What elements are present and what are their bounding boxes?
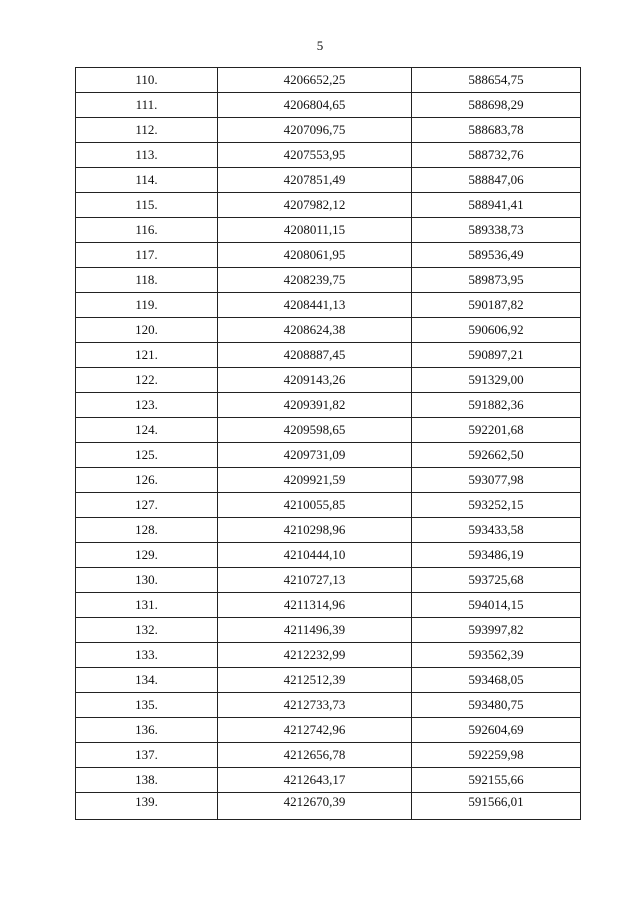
table-row bbox=[76, 593, 581, 618]
page-number: 5 bbox=[316, 38, 324, 53]
coordinate-y-cell: 593468,05 bbox=[412, 668, 581, 693]
coordinate-x-cell: 4206804,65 bbox=[218, 93, 412, 118]
coordinate-x-cell: 4208239,75 bbox=[218, 268, 412, 293]
coordinate-y-cell: 589536,49 bbox=[412, 243, 581, 268]
coordinate-y-cell: 593480,75 bbox=[412, 693, 581, 718]
table-row bbox=[76, 268, 581, 293]
table-row bbox=[76, 318, 581, 343]
coordinate-y-cell: 593997,82 bbox=[412, 618, 581, 643]
coordinate-y-cell: 588654,75 bbox=[412, 68, 581, 93]
coordinate-x-cell: 4208061,95 bbox=[218, 243, 412, 268]
table-row bbox=[76, 643, 581, 668]
table-row bbox=[76, 143, 581, 168]
coordinate-x-cell: 4210444,10 bbox=[218, 543, 412, 568]
table-row bbox=[76, 618, 581, 643]
coordinate-y-cell: 592662,50 bbox=[412, 443, 581, 468]
point-number-cell: 120. bbox=[76, 318, 218, 343]
coordinate-x-cell: 4207553,95 bbox=[218, 143, 412, 168]
table-row bbox=[76, 368, 581, 393]
table-row bbox=[76, 243, 581, 268]
table-row bbox=[76, 668, 581, 693]
coordinate-y-cell: 594014,15 bbox=[412, 593, 581, 618]
coordinate-x-cell: 4212656,78 bbox=[218, 743, 412, 768]
coordinate-y-cell: 591566,01 bbox=[412, 793, 581, 820]
coordinate-y-cell: 590606,92 bbox=[412, 318, 581, 343]
coordinate-y-cell: 588683,78 bbox=[412, 118, 581, 143]
coordinate-x-cell: 4210727,13 bbox=[218, 568, 412, 593]
coordinate-x-cell: 4210055,85 bbox=[218, 493, 412, 518]
point-number-cell: 117. bbox=[76, 243, 218, 268]
coordinate-x-cell: 4211314,96 bbox=[218, 593, 412, 618]
point-number-cell: 110. bbox=[76, 68, 218, 93]
point-number-cell: 112. bbox=[76, 118, 218, 143]
point-number-cell: 130. bbox=[76, 568, 218, 593]
table-row bbox=[76, 543, 581, 568]
coordinate-x-cell: 4210298,96 bbox=[218, 518, 412, 543]
coordinate-y-cell: 593077,98 bbox=[412, 468, 581, 493]
point-number-cell: 139. bbox=[76, 793, 218, 820]
table-row bbox=[76, 568, 581, 593]
coordinate-x-cell: 4208624,38 bbox=[218, 318, 412, 343]
point-number-cell: 131. bbox=[76, 593, 218, 618]
coordinate-y-cell: 588941,41 bbox=[412, 193, 581, 218]
table-row bbox=[76, 193, 581, 218]
coordinate-x-cell: 4212670,39 bbox=[218, 793, 412, 820]
point-number-cell: 115. bbox=[76, 193, 218, 218]
table-row bbox=[76, 493, 581, 518]
table-row bbox=[76, 693, 581, 718]
point-number-cell: 122. bbox=[76, 368, 218, 393]
coordinate-y-cell: 588698,29 bbox=[412, 93, 581, 118]
point-number-cell: 127. bbox=[76, 493, 218, 518]
table-row bbox=[76, 168, 581, 193]
table-row bbox=[76, 218, 581, 243]
coordinate-y-cell: 593252,15 bbox=[412, 493, 581, 518]
table-row bbox=[76, 93, 581, 118]
coordinate-y-cell: 592259,98 bbox=[412, 743, 581, 768]
coordinate-y-cell: 588847,06 bbox=[412, 168, 581, 193]
coordinate-y-cell: 593562,39 bbox=[412, 643, 581, 668]
table-row bbox=[76, 293, 581, 318]
point-number-cell: 135. bbox=[76, 693, 218, 718]
point-number-cell: 113. bbox=[76, 143, 218, 168]
table-row bbox=[76, 68, 581, 93]
coordinate-y-cell: 589873,95 bbox=[412, 268, 581, 293]
table-row bbox=[76, 718, 581, 743]
coordinate-x-cell: 4207096,75 bbox=[218, 118, 412, 143]
point-number-cell: 116. bbox=[76, 218, 218, 243]
table-row bbox=[76, 393, 581, 418]
coordinate-y-cell: 592155,66 bbox=[412, 768, 581, 793]
coordinates-table bbox=[75, 67, 581, 820]
coordinate-x-cell: 4209391,82 bbox=[218, 393, 412, 418]
coordinate-x-cell: 4209598,65 bbox=[218, 418, 412, 443]
coordinate-y-cell: 593486,19 bbox=[412, 543, 581, 568]
coordinate-x-cell: 4208887,45 bbox=[218, 343, 412, 368]
point-number-cell: 119. bbox=[76, 293, 218, 318]
coordinate-x-cell: 4208441,13 bbox=[218, 293, 412, 318]
point-number-cell: 124. bbox=[76, 418, 218, 443]
point-number-cell: 138. bbox=[76, 768, 218, 793]
coordinate-y-cell: 590187,82 bbox=[412, 293, 581, 318]
point-number-cell: 123. bbox=[76, 393, 218, 418]
point-number-cell: 118. bbox=[76, 268, 218, 293]
table-row bbox=[76, 118, 581, 143]
coordinate-y-cell: 591329,00 bbox=[412, 368, 581, 393]
point-number-cell: 111. bbox=[76, 93, 218, 118]
point-number-cell: 134. bbox=[76, 668, 218, 693]
coordinate-x-cell: 4209731,09 bbox=[218, 443, 412, 468]
table-row bbox=[76, 793, 581, 820]
point-number-cell: 133. bbox=[76, 643, 218, 668]
coordinate-x-cell: 4208011,15 bbox=[218, 218, 412, 243]
point-number-cell: 132. bbox=[76, 618, 218, 643]
table-row bbox=[76, 443, 581, 468]
coordinate-x-cell: 4209921,59 bbox=[218, 468, 412, 493]
coordinate-x-cell: 4209143,26 bbox=[218, 368, 412, 393]
coordinate-y-cell: 593433,58 bbox=[412, 518, 581, 543]
coordinate-x-cell: 4212742,96 bbox=[218, 718, 412, 743]
coordinate-x-cell: 4212232,99 bbox=[218, 643, 412, 668]
coordinate-y-cell: 590897,21 bbox=[412, 343, 581, 368]
coordinate-x-cell: 4211496,39 bbox=[218, 618, 412, 643]
point-number-cell: 125. bbox=[76, 443, 218, 468]
table-row bbox=[76, 343, 581, 368]
coordinate-y-cell: 592604,69 bbox=[412, 718, 581, 743]
coordinate-x-cell: 4206652,25 bbox=[218, 68, 412, 93]
coordinates-table-body bbox=[76, 68, 581, 820]
coordinate-x-cell: 4212643,17 bbox=[218, 768, 412, 793]
point-number-cell: 121. bbox=[76, 343, 218, 368]
point-number-cell: 126. bbox=[76, 468, 218, 493]
point-number-cell: 114. bbox=[76, 168, 218, 193]
table-row bbox=[76, 418, 581, 443]
coordinate-y-cell: 588732,76 bbox=[412, 143, 581, 168]
coordinate-y-cell: 589338,73 bbox=[412, 218, 581, 243]
coordinate-y-cell: 591882,36 bbox=[412, 393, 581, 418]
table-row bbox=[76, 518, 581, 543]
coordinate-y-cell: 592201,68 bbox=[412, 418, 581, 443]
point-number-cell: 129. bbox=[76, 543, 218, 568]
table-row bbox=[76, 468, 581, 493]
coordinate-x-cell: 4207982,12 bbox=[218, 193, 412, 218]
coordinate-x-cell: 4212733,73 bbox=[218, 693, 412, 718]
point-number-cell: 136. bbox=[76, 718, 218, 743]
point-number-cell: 128. bbox=[76, 518, 218, 543]
table-row bbox=[76, 743, 581, 768]
table-row bbox=[76, 768, 581, 793]
coordinate-y-cell: 593725,68 bbox=[412, 568, 581, 593]
coordinates-table-container bbox=[75, 67, 580, 820]
coordinate-x-cell: 4207851,49 bbox=[218, 168, 412, 193]
coordinate-x-cell: 4212512,39 bbox=[218, 668, 412, 693]
point-number-cell: 137. bbox=[76, 743, 218, 768]
